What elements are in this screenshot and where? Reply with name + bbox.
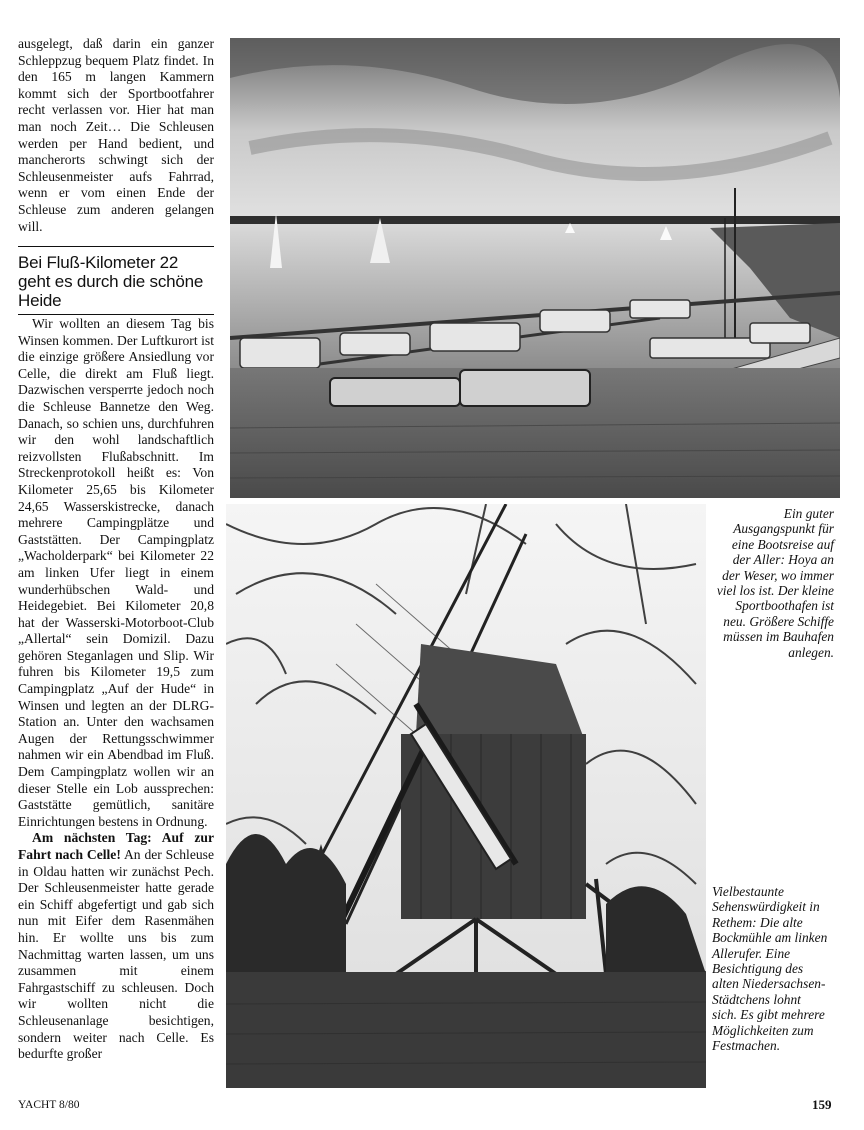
harbor-caption-text: Ein guter Ausgangspunkt für eine Bootsreise auf der Aller: Hoya an der Weser, wo immer viel los ist. Der kleine Sportboothafen ist neu. Größere Schiffe müssen im Bauhafen anlegen. [716, 506, 834, 660]
harbor-photo [230, 38, 840, 498]
paragraph-1: Wir wollten an diesem Tag bis Winsen kommen. Der Luftkurort ist die einzige größere Ansiedlung vor Celle, die direkt am Fluß liegt. Dazwischen versperrte jedoch noch die Schleuse Bannetze den Weg. Danach, so schien uns, durchfuhren wir den wohl landschaftlich reizvollsten Flußabschnitt. Im Streckenprotokoll heißt es: Von Kilometer 25,65 bis Kilometer 24,65 Wasserskistrecke, danach mehrere Campingplätze und Gaststätten. Der Campingplatz „Wacholderpark“ bei Kilometer 22 am linken Ufer liegt in einem wunderhübschen Wald- und Heidegebiet. Bei Kilometer 20,8 hat der Wasserski-Motorboot-Club „Allertal“ sein Domizil. Dazu gehören Steganlagen und Slip. Wir fuhren bis Kilometer 19,5 zum Campingplatz „Auf der Hude“ in Winsen und legten an der DLRG-Station an. Unter den wachsamen Augen der Rettungsschwimmer nahmen wir ein Abendbad im Fluß. Dem Campingplatz wollen wir an dieser Stelle ein Lob aussprechen: Gaststätte gemütlich, sanitäre Einrichtungen bestens in Ordnung. [18, 316, 214, 829]
magazine-issue: YACHT 8/80 [18, 1099, 80, 1111]
article-body [18, 316, 214, 1063]
windmill-caption-text: Vielbestaunte Sehenswürdigkeit in Rethem: Die alte Bockmühle am linken Allerufer. Eine Besichtigung des alten Niedersachsen-Städtchens lohnt sich. Es gibt mehrere Möglichkeiten zum Festmachen. [712, 884, 828, 1054]
harbor-photo-image [230, 38, 840, 498]
section-heading-block [18, 246, 214, 315]
intro-text: ausgelegt, daß darin ein ganzer Schleppzug bequem Platz findet. In den 165 m langen Kammern kommt sich der Sportbootfahrer recht verlassen vor. Hier hat man man noch Zeit… Die Schleusen werden per Hand bedient, und mancherorts schwingt sich der Schleusenmeister aufs Fahrrad, wenn er vom einen Ende der Schleuse zum anderen gelangen will. [18, 36, 214, 234]
paragraph-2-rest: An der Schleuse in Oldau hatten wir zunächst Pech. Der Schleusenmeister hatte gerade ein Schiff abgefertigt und gab sich nun mit Eifer dem Rasenmähen hin. Er wollte uns bis zum Nachmittag warten lassen, um uns zusammen mit einem Fahrgastschiff zu schleusen. Doch wir wollten nicht die Schleusenanlage besichtigen, sondern weiter nach Celle. Es bedurfte großer [18, 847, 214, 1062]
windmill-photo [226, 504, 706, 1088]
paragraph-2 [18, 830, 214, 1062]
windmill-photo-image [226, 504, 706, 1088]
harbor-caption [716, 506, 834, 660]
windmill-caption [712, 884, 828, 1053]
paragraph-2-lead: Am nächsten Tag: Auf zur Fahrt nach Celle! [18, 830, 214, 862]
intro-paragraph [18, 36, 214, 235]
page-number: 159 [812, 1097, 832, 1112]
section-heading: Bei Fluß-Kilometer 22 geht es durch die schöne Heide [18, 253, 204, 310]
